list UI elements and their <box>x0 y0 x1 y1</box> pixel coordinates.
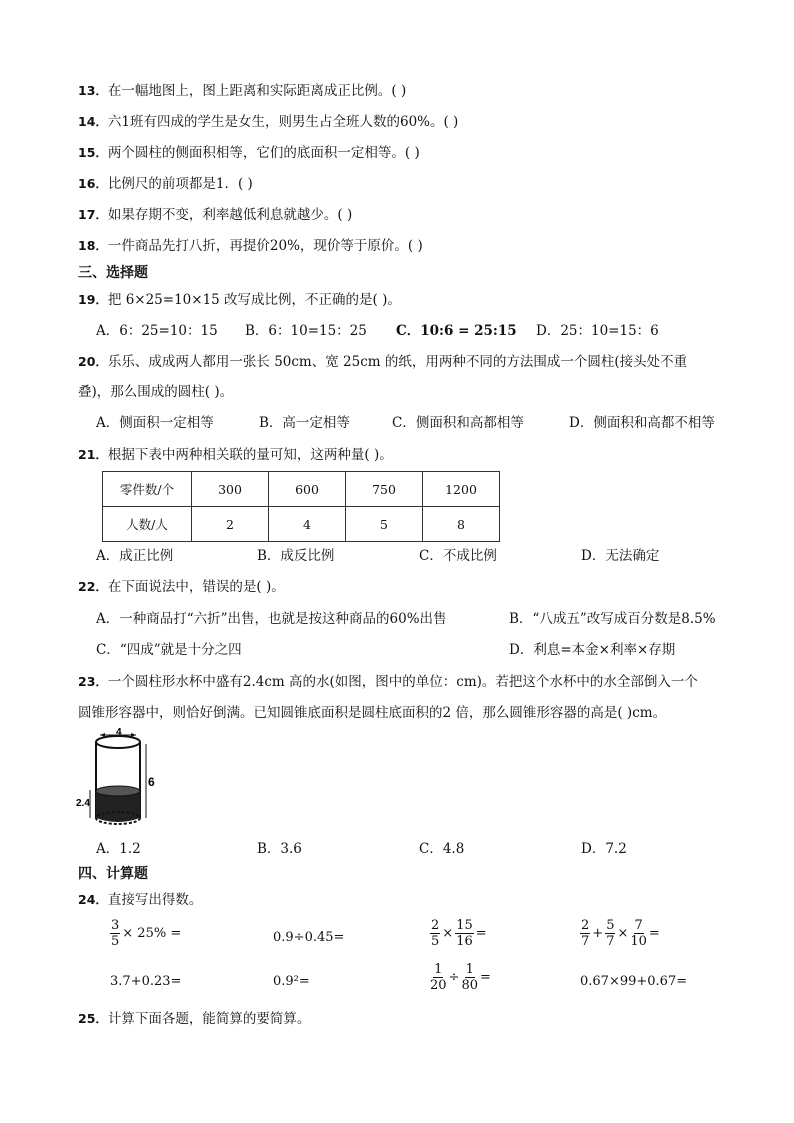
table-cell: 600 <box>269 472 346 507</box>
table-cell: 8 <box>423 507 500 542</box>
fraction: $\frac{2}{5}$ <box>431 918 440 949</box>
calc-expr-6: 0.9²= <box>273 974 310 989</box>
q21-option-b[interactable]: B．成反比例 <box>257 548 335 564</box>
q22-option-c[interactable]: C．“四成”就是十分之四 <box>96 642 242 658</box>
water-label: 2.4 <box>76 798 90 809</box>
q23-option-d[interactable]: D．7.2 <box>581 841 627 857</box>
calc-expr-8: 0.67×99+0.67= <box>580 974 688 989</box>
table-cell: 4 <box>269 507 346 542</box>
calc-expr-4: $\frac{2}{7}$ + $\frac{5}{7}$ × $\frac{7}{10}$ = <box>581 918 660 949</box>
calc-expr-7: $\frac{1}{20}$ ÷ $\frac{1}{80}$ = <box>430 962 491 993</box>
q21-table <box>102 471 500 542</box>
table-cell: 5 <box>346 507 423 542</box>
q23-option-a[interactable]: A．1.2 <box>96 841 141 857</box>
question-16: 16．比例尺的前项都是1．( ) <box>78 176 253 192</box>
calc-expr-2: 0.9÷0.45= <box>273 930 345 945</box>
table-row <box>103 472 500 507</box>
question-17: 17．如果存期不变，利率越低利息就越少。( ) <box>78 207 353 223</box>
table-cell: 人数/人 <box>103 507 192 542</box>
question-20-cont: 叠)，那么围成的圆柱( )。 <box>78 384 234 400</box>
q23-option-c[interactable]: C．4.8 <box>419 841 465 857</box>
question-19: 19．把 6×25=10×15 改写成比例，不正确的是( )。 <box>78 292 401 308</box>
question-15: 15．两个圆柱的侧面积相等，它们的底面积一定相等。( ) <box>78 145 420 161</box>
question-24: 24．直接写出得数。 <box>78 892 203 908</box>
question-22: 22．在下面说法中，错误的是( )。 <box>78 579 285 595</box>
table-row <box>103 507 500 542</box>
q20-option-c[interactable]: C．侧面积和高都相等 <box>392 415 524 431</box>
question-21: 21．根据下表中两种相关联的量可知，这两种量( )。 <box>78 447 393 463</box>
q21-option-a[interactable]: A．成正比例 <box>96 548 174 564</box>
section-title-calc: 四、计算题 <box>78 866 148 882</box>
q19-option-d[interactable]: D．25：10=15：6 <box>536 323 659 339</box>
q22-option-d[interactable]: D．利息=本金×利率×存期 <box>509 642 676 658</box>
fraction: $\frac{15}{16}$ <box>456 918 473 949</box>
calc-expr-3: $\frac{2}{5}$ × $\frac{15}{16}$ = <box>431 918 487 949</box>
q21-option-c[interactable]: C．不成比例 <box>419 548 497 564</box>
diameter-label: 4 <box>116 728 122 738</box>
table-cell: 750 <box>346 472 423 507</box>
table-cell: 2 <box>192 507 269 542</box>
question-13: 13．在一幅地图上，图上距离和实际距离成正比例。( ) <box>78 83 407 99</box>
table-cell: 零件数/个 <box>103 472 192 507</box>
table-cell: 1200 <box>423 472 500 507</box>
question-20: 20．乐乐、成成两人都用一张长 50cm、宽 25cm 的纸，用两种不同的方法围成一个圆柱(接头处不重 <box>78 354 688 370</box>
fraction: $\frac{3}{5}$ <box>111 918 120 949</box>
table-cell: 300 <box>192 472 269 507</box>
question-14: 14．六1班有四成的学生是女生，则男生占全班人数的60%。( ) <box>78 114 459 130</box>
fraction: $\frac{5}{7}$ <box>606 918 615 949</box>
question-23: 23．一个圆柱形水杯中盛有2.4cm 高的水(如图，图中的单位：cm)。若把这个水杯中的水全部倒入一个 <box>78 674 698 690</box>
fraction: $\frac{2}{7}$ <box>581 918 590 949</box>
cylinder-figure <box>76 728 156 830</box>
q20-option-b[interactable]: B．高一定相等 <box>259 415 350 431</box>
q22-option-a[interactable]: A．一种商品打“六折”出售，也就是按这种商品的60%出售 <box>96 611 447 627</box>
question-25: 25．计算下面各题，能简算的要简算。 <box>78 1011 311 1027</box>
question-18: 18．一件商品先打八折，再提价20%，现价等于原价。( ) <box>78 238 423 254</box>
q20-option-a[interactable]: A．侧面积一定相等 <box>96 415 214 431</box>
section-title-choice: 三、选择题 <box>78 265 148 281</box>
height-label: 6 <box>148 775 155 789</box>
q21-option-d[interactable]: D．无法确定 <box>581 548 660 564</box>
q22-option-b[interactable]: B．“八成五”改写成百分数是8.5% <box>509 611 716 627</box>
fraction: $\frac{1}{80}$ <box>461 962 478 993</box>
fraction: $\frac{1}{20}$ <box>430 962 447 993</box>
q19-option-c[interactable]: C．10:6 = 25:15 <box>396 323 517 339</box>
q20-option-d[interactable]: D．侧面积和高都不相等 <box>569 415 715 431</box>
question-23-cont: 圆锥形容器中，则恰好倒满。已知圆锥底面积是圆柱底面积的2 倍，那么圆锥形容器的高是( )cm。 <box>78 705 667 721</box>
q23-option-b[interactable]: B．3.6 <box>257 841 302 857</box>
q19-option-a[interactable]: A．6：25=10：15 <box>96 323 218 339</box>
calc-expr-5: 3.7+0.23= <box>110 974 182 989</box>
fraction: $\frac{7}{10}$ <box>630 918 647 949</box>
calc-expr-1: $\frac{3}{5}$ × 25% = <box>111 918 182 949</box>
q19-option-b[interactable]: B．6：10=15：25 <box>245 323 367 339</box>
